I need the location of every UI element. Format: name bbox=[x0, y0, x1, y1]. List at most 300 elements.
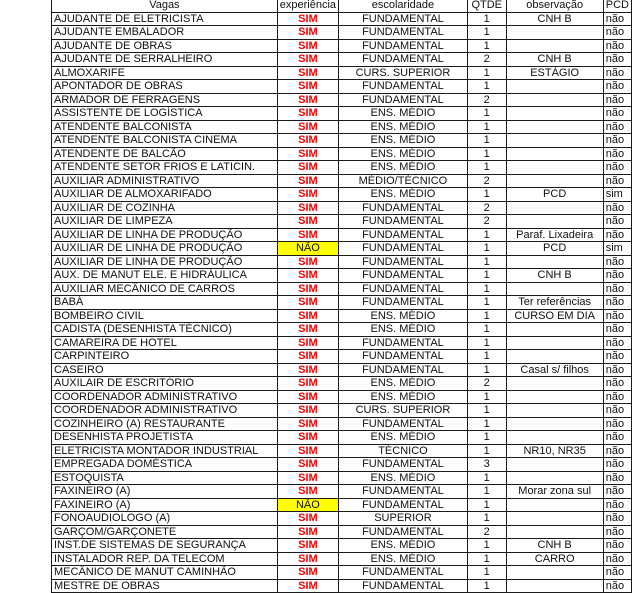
table-row bbox=[52, 26, 632, 40]
cell-observacao[interactable]: CNH B bbox=[506, 53, 603, 67]
cell-escolaridade[interactable]: ENS. MÉDIO bbox=[339, 431, 468, 445]
cell-observacao[interactable]: Paraf. Lixadeira bbox=[506, 228, 603, 242]
cell-qtde[interactable]: 1 bbox=[467, 363, 506, 377]
cell-observacao[interactable] bbox=[506, 93, 603, 107]
cell-experiencia[interactable]: SIM bbox=[277, 525, 338, 539]
cell-vaga[interactable]: AJUDANTE DE ELETRICISTA bbox=[52, 12, 278, 26]
table-row bbox=[52, 228, 632, 242]
cell-pcd[interactable]: não bbox=[603, 93, 631, 107]
cell-escolaridade[interactable]: FUNDAMENTAL bbox=[339, 80, 468, 94]
cell-experiencia[interactable]: SIM bbox=[277, 350, 338, 364]
table-row bbox=[52, 512, 632, 526]
cell-qtde[interactable]: 2 bbox=[467, 174, 506, 188]
cell-escolaridade[interactable]: FUNDAMENTAL bbox=[339, 215, 468, 229]
cell-vaga[interactable]: AJUDANTE DE OBRAS bbox=[52, 39, 278, 53]
table-row bbox=[52, 498, 632, 512]
cell-experiencia[interactable]: SIM bbox=[277, 390, 338, 404]
cell-pcd[interactable]: não bbox=[603, 201, 631, 215]
table-row bbox=[52, 525, 632, 539]
cell-pcd[interactable]: não bbox=[603, 431, 631, 445]
cell-experiencia[interactable]: SIM bbox=[277, 444, 338, 458]
cell-experiencia[interactable]: NÃO bbox=[277, 498, 338, 512]
table-row bbox=[52, 120, 632, 134]
table-row bbox=[52, 566, 632, 580]
cell-observacao[interactable]: CNH B bbox=[506, 539, 603, 553]
cell-pcd[interactable]: não bbox=[603, 228, 631, 242]
cell-observacao[interactable]: CNH B bbox=[506, 12, 603, 26]
table-row bbox=[52, 323, 632, 337]
cell-vaga[interactable]: APONTADOR DE OBRAS bbox=[52, 80, 278, 94]
cell-vaga[interactable]: AUXILIAR DE LIMPEZA bbox=[52, 215, 278, 229]
cell-qtde[interactable]: 1 bbox=[467, 107, 506, 121]
cell-pcd[interactable]: não bbox=[603, 174, 631, 188]
cell-experiencia[interactable]: SIM bbox=[277, 417, 338, 431]
cell-observacao[interactable] bbox=[506, 512, 603, 526]
cell-experiencia[interactable]: SIM bbox=[277, 255, 338, 269]
cell-observacao[interactable] bbox=[506, 431, 603, 445]
cell-qtde[interactable]: 1 bbox=[467, 39, 506, 53]
cell-experiencia[interactable]: SIM bbox=[277, 377, 338, 391]
header-pcd[interactable]: PCD bbox=[603, 0, 631, 12]
cell-observacao[interactable]: Morar zona sul bbox=[506, 485, 603, 499]
cell-qtde[interactable]: 1 bbox=[467, 228, 506, 242]
cell-observacao[interactable] bbox=[506, 471, 603, 485]
cell-vaga[interactable]: COZINHEIRO (A) RESTAURANTE bbox=[52, 417, 278, 431]
cell-pcd[interactable]: não bbox=[603, 417, 631, 431]
cell-vaga[interactable]: ATENDENTE BALCONISTA bbox=[52, 120, 278, 134]
cell-escolaridade[interactable]: ENS. MÉDIO bbox=[339, 377, 468, 391]
cell-observacao[interactable]: CURSO EM DIA bbox=[506, 309, 603, 323]
cell-pcd[interactable]: não bbox=[603, 296, 631, 310]
cell-vaga[interactable]: AUXILIAR MECÂNICO DE CARROS bbox=[52, 282, 278, 296]
table-row bbox=[52, 485, 632, 499]
cell-qtde[interactable]: 1 bbox=[467, 539, 506, 553]
table-row bbox=[52, 39, 632, 53]
table-row bbox=[52, 161, 632, 175]
cell-pcd[interactable]: não bbox=[603, 579, 631, 593]
cell-qtde[interactable]: 1 bbox=[467, 282, 506, 296]
cell-vaga[interactable]: AJUDANTE DE SERRALHEIRO bbox=[52, 53, 278, 67]
header-qtde[interactable]: QTDE bbox=[467, 0, 506, 12]
cell-experiencia[interactable]: SIM bbox=[277, 147, 338, 161]
cell-escolaridade[interactable]: FUNDAMENTAL bbox=[339, 12, 468, 26]
cell-escolaridade[interactable]: ENS. MÉDIO bbox=[339, 188, 468, 202]
table-row bbox=[52, 417, 632, 431]
cell-vaga[interactable]: BABÁ bbox=[52, 296, 278, 310]
cell-qtde[interactable]: 1 bbox=[467, 66, 506, 80]
cell-qtde[interactable]: 1 bbox=[467, 161, 506, 175]
cell-escolaridade[interactable]: FUNDAMENTAL bbox=[339, 579, 468, 593]
cell-qtde[interactable]: 2 bbox=[467, 215, 506, 229]
cell-pcd[interactable]: não bbox=[603, 404, 631, 418]
cell-pcd[interactable]: não bbox=[603, 512, 631, 526]
table-row bbox=[52, 431, 632, 445]
cell-qtde[interactable]: 1 bbox=[467, 336, 506, 350]
cell-vaga[interactable]: AUXILIAR DE ALMOXARIFADO bbox=[52, 188, 278, 202]
header-vagas[interactable]: Vagas bbox=[52, 0, 278, 12]
cell-qtde[interactable]: 1 bbox=[467, 296, 506, 310]
cell-pcd[interactable]: não bbox=[603, 134, 631, 148]
cell-escolaridade[interactable]: FUNDAMENTAL bbox=[339, 39, 468, 53]
cell-pcd[interactable]: não bbox=[603, 26, 631, 40]
cell-escolaridade[interactable]: FUNDAMENTAL bbox=[339, 93, 468, 107]
cell-escolaridade[interactable]: SUPERIOR bbox=[339, 512, 468, 526]
vacancies-table bbox=[51, 0, 632, 593]
cell-observacao[interactable]: PCD bbox=[506, 188, 603, 202]
cell-pcd[interactable]: não bbox=[603, 80, 631, 94]
cell-observacao[interactable] bbox=[506, 120, 603, 134]
cell-observacao[interactable] bbox=[506, 174, 603, 188]
cell-experiencia[interactable]: SIM bbox=[277, 566, 338, 580]
cell-vaga[interactable]: AUXILIAR ADMINISTRATIVO bbox=[52, 174, 278, 188]
table-body bbox=[52, 12, 632, 593]
cell-escolaridade[interactable]: FUNDAMENTAL bbox=[339, 350, 468, 364]
cell-experiencia[interactable]: SIM bbox=[277, 228, 338, 242]
cell-pcd[interactable]: não bbox=[603, 269, 631, 283]
cell-observacao[interactable] bbox=[506, 417, 603, 431]
cell-escolaridade[interactable]: TÉCNICO bbox=[339, 444, 468, 458]
cell-experiencia[interactable]: NÃO bbox=[277, 242, 338, 256]
cell-pcd[interactable]: não bbox=[603, 120, 631, 134]
cell-pcd[interactable]: não bbox=[603, 39, 631, 53]
cell-experiencia[interactable]: SIM bbox=[277, 174, 338, 188]
cell-pcd[interactable]: não bbox=[603, 12, 631, 26]
cell-observacao[interactable] bbox=[506, 525, 603, 539]
cell-escolaridade[interactable]: FUNDAMENTAL bbox=[339, 498, 468, 512]
cell-vaga[interactable]: ASSISTENTE DE LOGÍSTICA bbox=[52, 107, 278, 121]
cell-qtde[interactable]: 1 bbox=[467, 417, 506, 431]
cell-observacao[interactable] bbox=[506, 80, 603, 94]
cell-escolaridade[interactable]: CURS. SUPERIOR bbox=[339, 404, 468, 418]
cell-observacao[interactable] bbox=[506, 458, 603, 472]
header-observacao[interactable]: observação bbox=[506, 0, 603, 12]
cell-pcd[interactable]: sim bbox=[603, 188, 631, 202]
table-row bbox=[52, 296, 632, 310]
cell-pcd[interactable]: não bbox=[603, 525, 631, 539]
cell-observacao[interactable] bbox=[506, 566, 603, 580]
cell-qtde[interactable]: 1 bbox=[467, 26, 506, 40]
cell-observacao[interactable] bbox=[506, 282, 603, 296]
cell-experiencia[interactable]: SIM bbox=[277, 53, 338, 67]
cell-qtde[interactable]: 1 bbox=[467, 134, 506, 148]
cell-vaga[interactable]: AJUDANTE EMBALADOR bbox=[52, 26, 278, 40]
cell-qtde[interactable]: 1 bbox=[467, 566, 506, 580]
cell-escolaridade[interactable]: FUNDAMENTAL bbox=[339, 525, 468, 539]
cell-vaga[interactable]: ESTOQUISTA bbox=[52, 471, 278, 485]
cell-pcd[interactable]: sim bbox=[603, 242, 631, 256]
table-row bbox=[52, 174, 632, 188]
cell-vaga[interactable]: ALMOXARIFE bbox=[52, 66, 278, 80]
cell-escolaridade[interactable]: FUNDAMENTAL bbox=[339, 201, 468, 215]
cell-observacao[interactable]: CNH B bbox=[506, 269, 603, 283]
table-row bbox=[52, 390, 632, 404]
cell-qtde[interactable]: 2 bbox=[467, 201, 506, 215]
cell-observacao[interactable] bbox=[506, 498, 603, 512]
table-row bbox=[52, 350, 632, 364]
table-row bbox=[52, 404, 632, 418]
cell-experiencia[interactable]: SIM bbox=[277, 458, 338, 472]
cell-qtde[interactable]: 1 bbox=[467, 404, 506, 418]
table-row bbox=[52, 363, 632, 377]
cell-observacao[interactable] bbox=[506, 255, 603, 269]
cell-escolaridade[interactable]: CURS. SUPERIOR bbox=[339, 66, 468, 80]
cell-vaga[interactable]: INST.DE SISTEMAS DE SEGURANÇA bbox=[52, 539, 278, 553]
cell-experiencia[interactable]: SIM bbox=[277, 336, 338, 350]
cell-escolaridade[interactable]: ENS. MÉDIO bbox=[339, 120, 468, 134]
cell-qtde[interactable]: 2 bbox=[467, 53, 506, 67]
cell-vaga[interactable]: FAXINEIRO (A) bbox=[52, 498, 278, 512]
cell-vaga[interactable]: BOMBEIRO CIVIL bbox=[52, 309, 278, 323]
cell-pcd[interactable]: não bbox=[603, 566, 631, 580]
table-row bbox=[52, 134, 632, 148]
cell-qtde[interactable]: 1 bbox=[467, 512, 506, 526]
cell-qtde[interactable]: 1 bbox=[467, 80, 506, 94]
table-row bbox=[52, 269, 632, 283]
cell-experiencia[interactable]: SIM bbox=[277, 39, 338, 53]
cell-experiencia[interactable]: SIM bbox=[277, 309, 338, 323]
table-row bbox=[52, 458, 632, 472]
cell-escolaridade[interactable]: FUNDAMENTAL bbox=[339, 485, 468, 499]
cell-vaga[interactable]: AUXILIAR DE LINHA DE PRODUÇÃO bbox=[52, 242, 278, 256]
cell-qtde[interactable]: 1 bbox=[467, 498, 506, 512]
cell-experiencia[interactable]: SIM bbox=[277, 512, 338, 526]
cell-pcd[interactable]: não bbox=[603, 539, 631, 553]
cell-pcd[interactable]: não bbox=[603, 282, 631, 296]
cell-observacao[interactable] bbox=[506, 404, 603, 418]
cell-qtde[interactable]: 1 bbox=[467, 269, 506, 283]
cell-qtde[interactable]: 2 bbox=[467, 377, 506, 391]
cell-observacao[interactable]: Casal s/ filhos bbox=[506, 363, 603, 377]
cell-experiencia[interactable]: SIM bbox=[277, 471, 338, 485]
cell-observacao[interactable] bbox=[506, 147, 603, 161]
cell-qtde[interactable]: 1 bbox=[467, 390, 506, 404]
table-row bbox=[52, 66, 632, 80]
cell-pcd[interactable]: não bbox=[603, 147, 631, 161]
cell-pcd[interactable]: não bbox=[603, 323, 631, 337]
cell-vaga[interactable]: AUXILAIR DE ESCRITÓRIO bbox=[52, 377, 278, 391]
cell-pcd[interactable]: não bbox=[603, 485, 631, 499]
cell-qtde[interactable]: 1 bbox=[467, 431, 506, 445]
cell-observacao[interactable]: ESTÁGIO bbox=[506, 66, 603, 80]
cell-qtde[interactable]: 1 bbox=[467, 552, 506, 566]
cell-experiencia[interactable]: SIM bbox=[277, 552, 338, 566]
cell-qtde[interactable]: 1 bbox=[467, 12, 506, 26]
table-row bbox=[52, 444, 632, 458]
cell-vaga[interactable]: ATENDENTE DE BALCÃO bbox=[52, 147, 278, 161]
cell-vaga[interactable]: ATENDENTE SETOR FRIOS E LATICIN. bbox=[52, 161, 278, 175]
cell-escolaridade[interactable]: ENS. MÉDIO bbox=[339, 390, 468, 404]
cell-observacao[interactable] bbox=[506, 161, 603, 175]
cell-vaga[interactable]: COORDENADOR ADMINISTRATIVO bbox=[52, 390, 278, 404]
cell-pcd[interactable]: não bbox=[603, 336, 631, 350]
cell-pcd[interactable]: não bbox=[603, 471, 631, 485]
cell-pcd[interactable]: não bbox=[603, 161, 631, 175]
cell-experiencia[interactable]: SIM bbox=[277, 93, 338, 107]
cell-escolaridade[interactable]: FUNDAMENTAL bbox=[339, 363, 468, 377]
cell-qtde[interactable]: 1 bbox=[467, 120, 506, 134]
cell-vaga[interactable]: FAXINEIRO (A) bbox=[52, 485, 278, 499]
cell-vaga[interactable]: ARMADOR DE FERRAGENS bbox=[52, 93, 278, 107]
cell-vaga[interactable]: CADISTA (DESENHISTA TÉCNICO) bbox=[52, 323, 278, 337]
table-row bbox=[52, 471, 632, 485]
cell-observacao[interactable] bbox=[506, 350, 603, 364]
cell-escolaridade[interactable]: ENS. MÉDIO bbox=[339, 134, 468, 148]
cell-qtde[interactable]: 1 bbox=[467, 444, 506, 458]
cell-pcd[interactable]: não bbox=[603, 107, 631, 121]
cell-pcd[interactable]: não bbox=[603, 255, 631, 269]
cell-escolaridade[interactable]: ENS. MÉDIO bbox=[339, 323, 468, 337]
cell-experiencia[interactable]: SIM bbox=[277, 66, 338, 80]
cell-vaga[interactable]: CASEIRO bbox=[52, 363, 278, 377]
cell-experiencia[interactable]: SIM bbox=[277, 12, 338, 26]
cell-qtde[interactable]: 2 bbox=[467, 93, 506, 107]
cell-escolaridade[interactable]: ENS. MÉDIO bbox=[339, 147, 468, 161]
cell-escolaridade[interactable]: ENS. MÉDIO bbox=[339, 161, 468, 175]
cell-escolaridade[interactable]: FUNDAMENTAL bbox=[339, 242, 468, 256]
table-row bbox=[52, 201, 632, 215]
cell-qtde[interactable]: 1 bbox=[467, 255, 506, 269]
cell-vaga[interactable]: AUXILIAR DE COZINHA bbox=[52, 201, 278, 215]
cell-escolaridade[interactable]: FUNDAMENTAL bbox=[339, 296, 468, 310]
cell-experiencia[interactable]: SIM bbox=[277, 269, 338, 283]
cell-qtde[interactable]: 3 bbox=[467, 458, 506, 472]
table-row bbox=[52, 215, 632, 229]
cell-vaga[interactable]: DESENHISTA PROJETISTA bbox=[52, 431, 278, 445]
cell-escolaridade[interactable]: FUNDAMENTAL bbox=[339, 282, 468, 296]
cell-escolaridade[interactable]: ENS. MÉDIO bbox=[339, 539, 468, 553]
table-row bbox=[52, 579, 632, 593]
cell-experiencia[interactable]: SIM bbox=[277, 107, 338, 121]
cell-observacao[interactable] bbox=[506, 390, 603, 404]
cell-vaga[interactable]: EMPREGADA DOMÉSTICA bbox=[52, 458, 278, 472]
cell-vaga[interactable]: ATENDENTE BALCONISTA CINEMA bbox=[52, 134, 278, 148]
cell-experiencia[interactable]: SIM bbox=[277, 215, 338, 229]
cell-vaga[interactable]: MESTRE DE OBRAS bbox=[52, 579, 278, 593]
cell-escolaridade[interactable]: FUNDAMENTAL bbox=[339, 269, 468, 283]
cell-experiencia[interactable]: SIM bbox=[277, 485, 338, 499]
table-row bbox=[52, 552, 632, 566]
cell-pcd[interactable]: não bbox=[603, 215, 631, 229]
cell-escolaridade[interactable]: ENS. MÉDIO bbox=[339, 471, 468, 485]
cell-experiencia[interactable]: SIM bbox=[277, 431, 338, 445]
cell-observacao[interactable] bbox=[506, 107, 603, 121]
cell-observacao[interactable]: Ter referências bbox=[506, 296, 603, 310]
cell-experiencia[interactable]: SIM bbox=[277, 188, 338, 202]
cell-qtde[interactable]: 2 bbox=[467, 525, 506, 539]
cell-observacao[interactable] bbox=[506, 26, 603, 40]
cell-experiencia[interactable]: SIM bbox=[277, 323, 338, 337]
cell-escolaridade[interactable]: ENS. MÉDIO bbox=[339, 552, 468, 566]
cell-vaga[interactable]: AUX. DE MANUT ELE. E HIDRÁULICA bbox=[52, 269, 278, 283]
cell-vaga[interactable]: AUXILIAR DE LINHA DE PRODUÇÃO bbox=[52, 255, 278, 269]
cell-escolaridade[interactable]: ENS. MÉDIO bbox=[339, 107, 468, 121]
cell-experiencia[interactable]: SIM bbox=[277, 363, 338, 377]
cell-escolaridade[interactable]: FUNDAMENTAL bbox=[339, 566, 468, 580]
cell-vaga[interactable]: ELETRICISTA MONTADOR INDUSTRIAL bbox=[52, 444, 278, 458]
cell-escolaridade[interactable]: FUNDAMENTAL bbox=[339, 26, 468, 40]
cell-experiencia[interactable]: SIM bbox=[277, 296, 338, 310]
cell-vaga[interactable]: FONOAUDIOLOGO (A) bbox=[52, 512, 278, 526]
cell-escolaridade[interactable]: FUNDAMENTAL bbox=[339, 255, 468, 269]
cell-observacao[interactable] bbox=[506, 201, 603, 215]
cell-qtde[interactable]: 1 bbox=[467, 323, 506, 337]
cell-pcd[interactable]: não bbox=[603, 350, 631, 364]
cell-pcd[interactable]: não bbox=[603, 53, 631, 67]
cell-experiencia[interactable]: SIM bbox=[277, 134, 338, 148]
cell-pcd[interactable]: não bbox=[603, 444, 631, 458]
cell-pcd[interactable]: não bbox=[603, 390, 631, 404]
cell-vaga[interactable]: GARÇOM/GARÇONETE bbox=[52, 525, 278, 539]
cell-qtde[interactable]: 1 bbox=[467, 350, 506, 364]
cell-observacao[interactable]: NR10, NR35 bbox=[506, 444, 603, 458]
cell-vaga[interactable]: COORDENADOR ADMINISTRATIVO bbox=[52, 404, 278, 418]
cell-vaga[interactable]: AUXILIAR DE LINHA DE PRODUÇÃO bbox=[52, 228, 278, 242]
cell-vaga[interactable]: CARPINTEIRO bbox=[52, 350, 278, 364]
cell-qtde[interactable]: 1 bbox=[467, 485, 506, 499]
cell-experiencia[interactable]: SIM bbox=[277, 26, 338, 40]
cell-escolaridade[interactable]: ENS. MÉDIO bbox=[339, 309, 468, 323]
table-row bbox=[52, 12, 632, 26]
table-row bbox=[52, 80, 632, 94]
cell-escolaridade[interactable]: FUNDAMENTAL bbox=[339, 417, 468, 431]
cell-pcd[interactable]: não bbox=[603, 377, 631, 391]
cell-escolaridade[interactable]: FUNDAMENTAL bbox=[339, 336, 468, 350]
cell-observacao[interactable] bbox=[506, 39, 603, 53]
cell-observacao[interactable] bbox=[506, 134, 603, 148]
cell-escolaridade[interactable]: MÉDIO/TÉCNICO bbox=[339, 174, 468, 188]
header-escolaridade[interactable]: escolaridade bbox=[339, 0, 468, 12]
cell-observacao[interactable] bbox=[506, 336, 603, 350]
cell-experiencia[interactable]: SIM bbox=[277, 539, 338, 553]
cell-escolaridade[interactable]: FUNDAMENTAL bbox=[339, 53, 468, 67]
cell-experiencia[interactable]: SIM bbox=[277, 80, 338, 94]
cell-escolaridade[interactable]: FUNDAMENTAL bbox=[339, 458, 468, 472]
cell-pcd[interactable]: não bbox=[603, 458, 631, 472]
cell-experiencia[interactable]: SIM bbox=[277, 120, 338, 134]
cell-qtde[interactable]: 1 bbox=[467, 309, 506, 323]
cell-escolaridade[interactable]: FUNDAMENTAL bbox=[339, 228, 468, 242]
cell-vaga[interactable]: MECÂNICO DE MANUT CAMINHÃO bbox=[52, 566, 278, 580]
cell-qtde[interactable]: 1 bbox=[467, 579, 506, 593]
cell-observacao[interactable] bbox=[506, 377, 603, 391]
cell-qtde[interactable]: 1 bbox=[467, 471, 506, 485]
cell-experiencia[interactable]: SIM bbox=[277, 201, 338, 215]
cell-observacao[interactable] bbox=[506, 579, 603, 593]
cell-experiencia[interactable]: SIM bbox=[277, 161, 338, 175]
table-row bbox=[52, 93, 632, 107]
cell-vaga[interactable]: CAMAREIRA DE HOTEL bbox=[52, 336, 278, 350]
cell-experiencia[interactable]: SIM bbox=[277, 404, 338, 418]
cell-pcd[interactable]: não bbox=[603, 66, 631, 80]
cell-observacao[interactable] bbox=[506, 323, 603, 337]
cell-pcd[interactable]: não bbox=[603, 498, 631, 512]
table-row bbox=[52, 188, 632, 202]
cell-experiencia[interactable]: SIM bbox=[277, 282, 338, 296]
cell-observacao[interactable] bbox=[506, 215, 603, 229]
cell-vaga[interactable]: INSTALADOR REP. DA TELECOM bbox=[52, 552, 278, 566]
cell-qtde[interactable]: 1 bbox=[467, 188, 506, 202]
cell-experiencia[interactable]: SIM bbox=[277, 579, 338, 593]
cell-qtde[interactable]: 1 bbox=[467, 147, 506, 161]
cell-pcd[interactable]: não bbox=[603, 363, 631, 377]
cell-qtde[interactable]: 1 bbox=[467, 242, 506, 256]
cell-pcd[interactable]: não bbox=[603, 309, 631, 323]
cell-observacao[interactable]: PCD bbox=[506, 242, 603, 256]
header-experiencia[interactable]: experiência bbox=[277, 0, 338, 12]
cell-observacao[interactable]: CARRO bbox=[506, 552, 603, 566]
cell-pcd[interactable]: não bbox=[603, 552, 631, 566]
table-row bbox=[52, 282, 632, 296]
